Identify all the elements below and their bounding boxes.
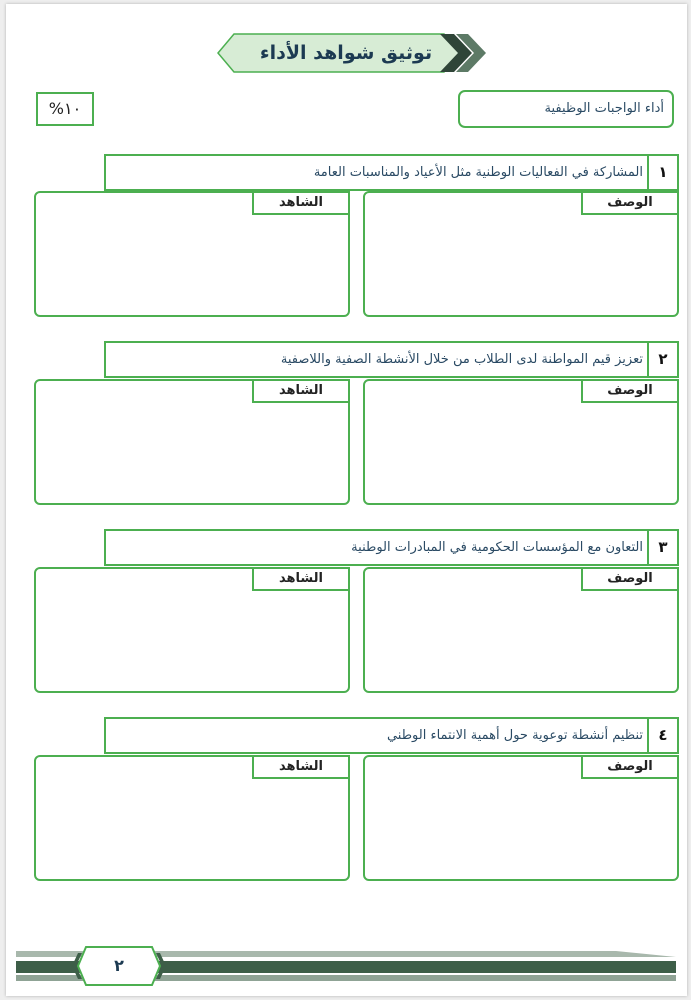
page-title: توثيق شواهد الأداء — [259, 42, 433, 64]
criterion-row-1 — [104, 154, 679, 191]
criterion-text: التعاون مع المؤسسات الحكومية في المبادرات الوطنية — [351, 540, 643, 555]
evidence-label: الشاهد — [252, 567, 350, 591]
title-banner — [216, 30, 486, 76]
page-number: ٢ — [114, 956, 124, 975]
criterion-number: ٢ — [647, 343, 677, 376]
description-panel-2[interactable] — [363, 379, 679, 505]
criterion-number: ٣ — [647, 531, 677, 564]
criterion-number: ١ — [647, 156, 677, 189]
evidence-label: الشاهد — [252, 379, 350, 403]
evidence-panel-4[interactable] — [34, 755, 350, 881]
description-panel-4[interactable] — [363, 755, 679, 881]
evidence-label: الشاهد — [252, 755, 350, 779]
weight-percent: ١٠% — [36, 92, 94, 126]
evidence-panel-3[interactable] — [34, 567, 350, 693]
description-panel-1[interactable] — [363, 191, 679, 317]
criterion-number: ٤ — [647, 719, 677, 752]
criterion-row-4 — [104, 717, 679, 754]
description-label: الوصف — [581, 379, 679, 403]
criterion-row-3 — [104, 529, 679, 566]
evidence-panel-2[interactable] — [34, 379, 350, 505]
description-label: الوصف — [581, 191, 679, 215]
description-panel-3[interactable] — [363, 567, 679, 693]
criterion-text: تعزيز قيم المواطنة لدى الطلاب من خلال الأنشطة الصفية واللاصفية — [280, 352, 643, 367]
evidence-label: الشاهد — [252, 191, 350, 215]
description-label: الوصف — [581, 567, 679, 591]
evidence-panel-1[interactable] — [34, 191, 350, 317]
criterion-row-2 — [104, 341, 679, 378]
criterion-text: تنظيم أنشطة توعوية حول أهمية الانتماء الوطني — [386, 728, 643, 743]
criterion-text: المشاركة في الفعاليات الوطنية مثل الأعياد والمناسبات العامة — [313, 165, 643, 180]
category-label: أداء الواجبات الوظيفية — [458, 90, 674, 128]
description-label: الوصف — [581, 755, 679, 779]
page — [6, 4, 687, 996]
page-footer — [16, 943, 676, 991]
